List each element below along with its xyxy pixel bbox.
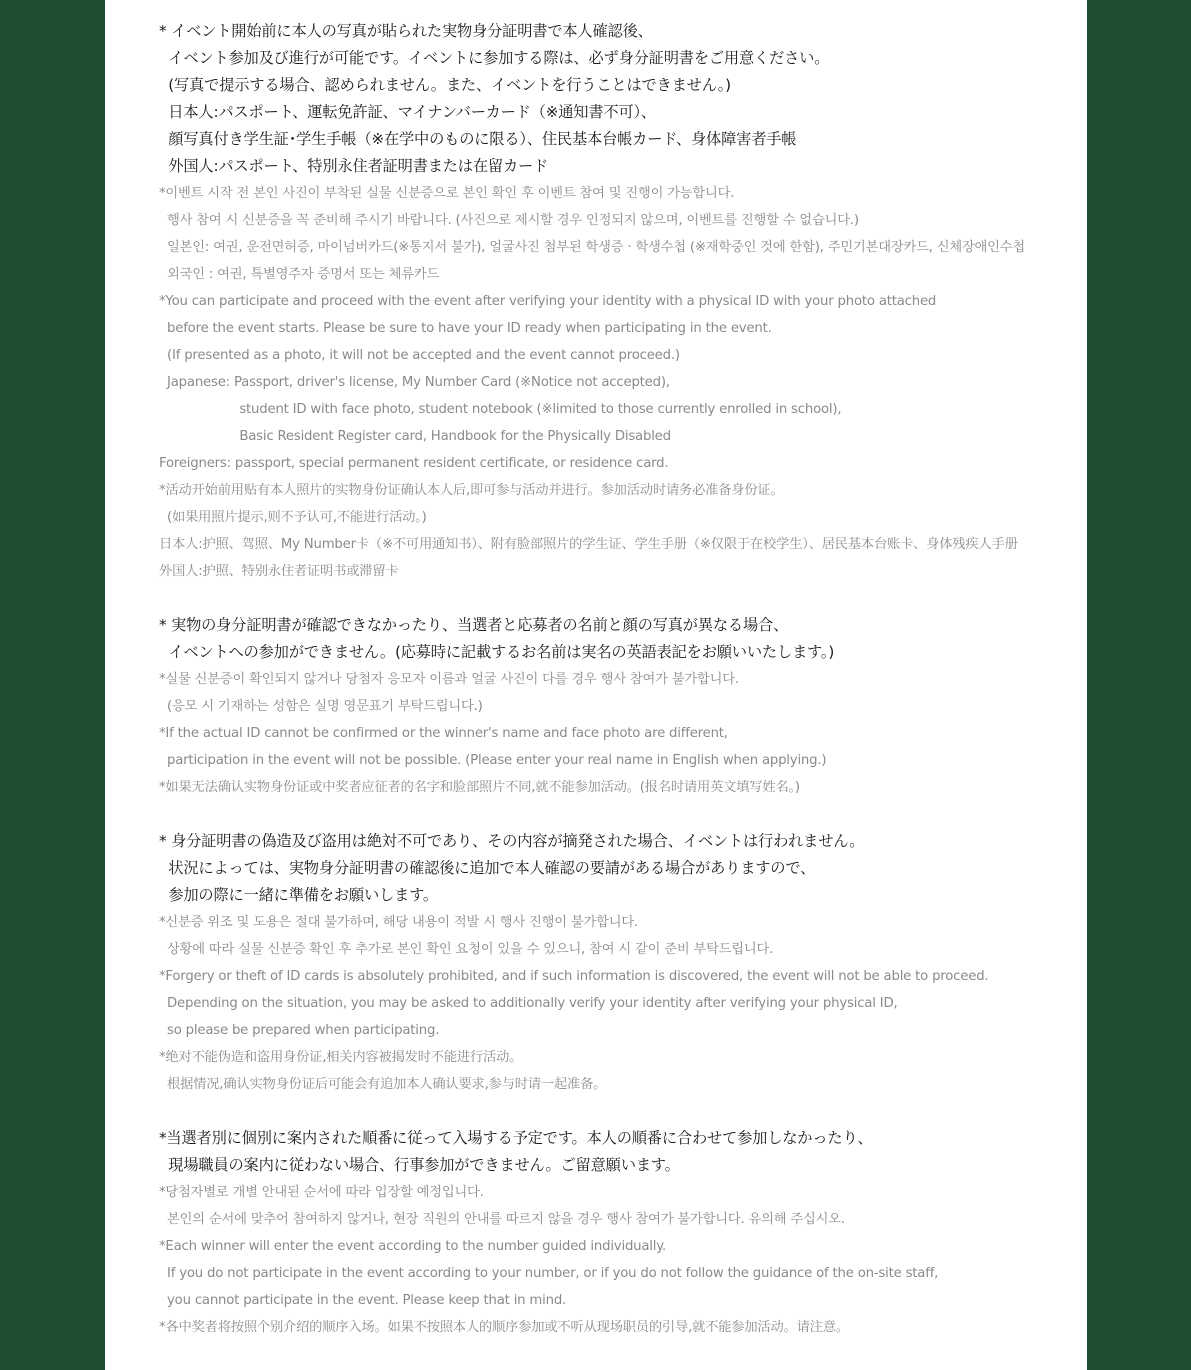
notice-line-zh: 日本人:护照、驾照、My Number卡（※不可用通知书）、附有脸部照片的学生证、学生手册（※仅限于在校学生）、居民基本台账卡、身体残疾人手册 [159,537,1018,552]
notice-line-jp: 現場職員の案内に従わない場合、行事参加ができません。ご留意願います。 [159,1156,680,1174]
notice-line-jp: イベントへの参加ができません。(応募時に記載するお名前は実名の英語表記をお願いいたします。) [159,643,835,661]
notice-line-en: before the event starts. Please be sure to have your ID ready when participating in the event. [159,321,772,336]
notice-line-en: participation in the event will not be possible. (Please enter your real name in English when applying.) [159,753,827,768]
notice-line-jp: 顔写真付き学生証･学生手帳（※在学中のものに限る）、住民基本台帳カード、身体障害者手帳 [159,130,797,148]
notice-line-en: you cannot participate in the event. Please keep that in mind. [159,1293,567,1308]
notice-line-en: Foreigners: passport, special permanent resident certificate, or residence card. [159,456,669,471]
notice-line-ko: 일본인: 여권, 운전면허증, 마이넘버카드(※통지서 불가), 얼굴사진 첨부된 학생증 · 학생수첩 (※재학중인 것에 한함), 주민기본대장카드, 신체장애인수첩 [159,240,1026,255]
section-spacer [159,1098,1079,1125]
notice-line-en: *If the actual ID cannot be confirmed or the winner's name and face photo are different, [159,726,728,741]
notice-line-ko: (응모 시 기재하는 성함은 실명 영문표기 부탁드립니다.) [159,699,483,714]
notice-line-ko: 외국인 : 여권, 특별영주자 증명서 또는 체류카드 [159,267,440,282]
notice-line-ko: 행사 참여 시 신분증을 꼭 준비해 주시기 바랍니다. (사진으로 제시할 경우 인정되지 않으며, 이벤트를 진행할 수 없습니다.) [159,213,859,228]
notice-line-jp: 日本人:パスポート、運転免許証、マイナンバーカード（※通知書不可）、 [159,103,656,121]
notice-line-zh: 根据情况,确认实物身份证后可能会有追加本人确认要求,参与时请一起准备。 [159,1077,607,1092]
notice-line-en: *You can participate and proceed with the event after verifying your identity with a physical ID with your photo attached [159,294,937,309]
notice-line-zh: (如果用照片提示,则不予认可,不能进行活动。) [159,510,427,525]
notice-line-zh: *各中奖者将按照个别介绍的顺序入场。如果不按照本人的顺序参加或不听从现场职员的引导,就不能参加活动。请注意。 [159,1320,849,1335]
notice-line-zh: *活动开始前用贴有本人照片的实物身份证确认本人后,即可参与活动并进行。参加活动时请务必准备身份证。 [159,483,784,498]
section-spacer [159,801,1079,828]
notice-line-jp: 外国人:パスポート、特別永住者証明書または在留カード [159,157,549,175]
notice-line-en: *Forgery or theft of ID cards is absolutely prohibited, and if such information is discovered, the event will not be able to proceed. [159,969,989,984]
notice-line-ko: *신분증 위조 및 도용은 절대 불가하며, 해당 내용이 적발 시 행사 진행이 불가합니다. [159,915,638,930]
notice-line-en: (If presented as a photo, it will not be accepted and the event cannot proceed.) [159,348,680,363]
notice-line-jp: 状況によっては、実物身分証明書の確認後に追加で本人確認の要請がある場合がありますので、 [159,859,816,877]
notice-line-jp: 参加の際に一緒に準備をお願いします。 [159,886,438,904]
notice-line-jp: *当選者別に個別に案内された順番に従って入場する予定です。本人の順番に合わせて参加しなかったり、 [159,1129,873,1147]
notice-line-jp: (写真で提示する場合、認められません。また、イベントを行うことはできません。) [159,76,731,94]
notice-line-en: Basic Resident Register card, Handbook for the Physically Disabled [159,429,671,444]
notice-section-entry-order [159,1125,1079,1341]
notice-line-ko: *실물 신분증이 확인되지 않거나 당첨자 응모자 이름과 얼굴 사진이 다를 경우 행사 참여가 불가합니다. [159,672,739,687]
notice-line-jp: * 身分証明書の偽造及び盗用は絶対不可であり、その内容が摘発された場合、イベントは行われません。 [159,832,865,850]
notice-line-ko: 상황에 따라 실물 신분증 확인 후 추가로 본인 확인 요청이 있을 수 있으니, 참여 시 같이 준비 부탁드립니다. [159,942,774,957]
notice-content [159,18,1079,1341]
notice-section-forgery [159,828,1079,1098]
notice-line-jp: * イベント開始前に本人の写真が貼られた実物身分証明書で本人確認後、 [159,22,653,40]
notice-line-ko: *당첨자별로 개별 안내된 순서에 따라 입장할 예정입니다. [159,1185,484,1200]
notice-line-jp: イベント参加及び進行が可能です。イベントに参加する際は、必ず身分証明書をご用意ください。 [159,49,830,67]
notice-line-en: Japanese: Passport, driver's license, My Number Card (※Notice not accepted), [159,375,670,390]
notice-line-en: *Each winner will enter the event according to the number guided individually. [159,1239,667,1254]
notice-line-ko: *이벤트 시작 전 본인 사진이 부착된 실물 신분증으로 본인 확인 후 이벤트 참여 및 진행이 가능합니다. [159,186,735,201]
notice-line-ko: 본인의 순서에 맞추어 참여하지 않거나, 현장 직원의 안내를 따르지 않을 경우 행사 참여가 불가합니다. 유의해 주십시오. [159,1212,845,1227]
notice-section-id-check [159,18,1079,585]
notice-line-en: If you do not participate in the event according to your number, or if you do not follow the guidance of the on-site staff, [159,1266,939,1281]
notice-page [105,0,1087,1370]
notice-line-en: Depending on the situation, you may be asked to additionally verify your identity after verifying your physical ID, [159,996,898,1011]
notice-line-zh: 外国人:护照、特别永住者证明书或滞留卡 [159,564,399,579]
notice-line-zh: *如果无法确认实物身份证或中奖者应征者的名字和脸部照片不同,就不能参加活动。(报名时请用英文填写姓名。) [159,780,800,795]
section-spacer [159,585,1079,612]
notice-line-en: student ID with face photo, student notebook (※limited to those currently enrolled in school), [159,402,842,417]
notice-section-name-mismatch [159,612,1079,801]
notice-line-jp: * 実物の身分証明書が確認できなかったり、当選者と応募者の名前と顔の写真が異なる場合、 [159,616,789,634]
notice-line-zh: *绝对不能伪造和盗用身份证,相关内容被揭发时不能进行活动。 [159,1050,523,1065]
notice-line-en: so please be prepared when participating. [159,1023,440,1038]
